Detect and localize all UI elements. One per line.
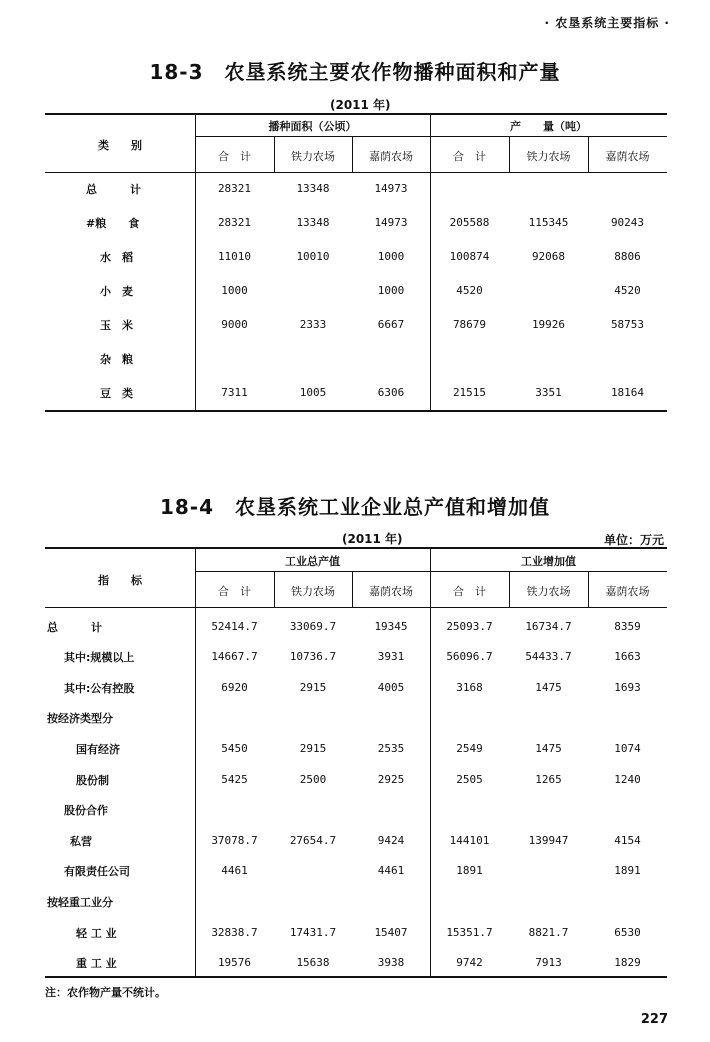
- row-label: 重 工 业: [76, 957, 117, 970]
- table2-col-header: 嘉荫农场: [369, 585, 413, 598]
- cell: 7311: [221, 386, 248, 399]
- cell: 3168: [456, 681, 483, 694]
- cell: 4154: [614, 834, 641, 847]
- cell: 7913: [535, 956, 562, 969]
- row-label: 杂 粮: [100, 353, 133, 366]
- table2-col-header: 铁力农场: [291, 585, 335, 598]
- cell: 1693: [614, 681, 641, 694]
- cell: 4005: [377, 681, 405, 694]
- table1-group-output: 产 量（吨）: [510, 120, 587, 133]
- row-label: 总 计: [86, 183, 141, 196]
- cell: 14667.7: [211, 650, 258, 663]
- cell: 1000: [377, 284, 405, 297]
- cell: 3931: [377, 650, 405, 663]
- cell: 1475: [535, 681, 562, 694]
- table1-col-header: 嘉荫农场: [605, 150, 650, 163]
- cell: 9424: [377, 834, 405, 847]
- cell: 13348: [296, 216, 330, 229]
- table2-vline-group: [430, 548, 431, 977]
- cell: 4520: [614, 284, 641, 297]
- cell: 8821.7: [528, 926, 569, 939]
- cell: 1074: [614, 742, 641, 755]
- cell: 3351: [535, 386, 562, 399]
- table1-header-rule: [45, 172, 667, 173]
- table1-row-header: 类 别: [98, 139, 142, 152]
- cell: 2505: [456, 773, 483, 786]
- cell: 17431.7: [289, 926, 337, 939]
- table2-col-header: 合 计: [453, 585, 486, 598]
- cell: 37078.7: [211, 834, 258, 847]
- cell: 27654.7: [289, 834, 337, 847]
- page-number: 227: [640, 1012, 668, 1027]
- cell: 2333: [299, 318, 327, 331]
- table2-col-header: 合 计: [218, 585, 251, 598]
- cell: 54433.7: [525, 650, 572, 663]
- cell: 205588: [449, 216, 490, 229]
- cell: 3938: [377, 956, 405, 969]
- row-label: 水 稻: [100, 251, 133, 264]
- cell: 56096.7: [446, 650, 493, 663]
- cell: 25093.7: [446, 620, 493, 633]
- table2-group-gross: 工业总产值: [285, 555, 340, 568]
- table2-vline-main: [195, 548, 196, 977]
- table1-col-header: 铁力农场: [526, 150, 571, 163]
- cell: 2500: [299, 773, 327, 786]
- table1-col-header: 合 计: [218, 150, 251, 163]
- cell: 115345: [528, 216, 569, 229]
- table2-title: 18-4 农垦系统工业企业总产值和增加值: [159, 495, 551, 519]
- cell: 28321: [217, 216, 252, 229]
- row-label: 玉 米: [100, 319, 133, 332]
- cell: 10010: [296, 250, 330, 263]
- cell: 15407: [374, 926, 408, 939]
- table1-top-rule: [45, 113, 667, 115]
- cell: 90243: [610, 216, 645, 229]
- cell: 2535: [377, 742, 405, 755]
- cell: 9000: [221, 318, 248, 331]
- row-label: 小 麦: [100, 285, 133, 298]
- cell: 5450: [221, 742, 248, 755]
- cell: 19345: [374, 620, 408, 633]
- cell: 8806: [614, 250, 641, 263]
- table2-group-added: 工业增加值: [521, 555, 576, 568]
- table1-title: 18-3 农垦系统主要农作物播种面积和产量: [149, 60, 561, 84]
- table1-col-header: 嘉荫农场: [369, 150, 413, 163]
- table2-group-rule: [195, 571, 667, 572]
- row-label: 私营: [70, 835, 92, 848]
- table1-bottom-rule: [45, 410, 667, 412]
- cell: 1000: [221, 284, 248, 297]
- cell: 5425: [221, 773, 248, 786]
- cell: 19576: [217, 956, 252, 969]
- cell: 6530: [614, 926, 641, 939]
- row-label: 股份制: [76, 774, 109, 787]
- cell: 52414.7: [211, 620, 258, 633]
- cell: 6306: [377, 386, 405, 399]
- table2-unit: 单位：万元: [603, 533, 664, 547]
- cell: 15638: [296, 956, 330, 969]
- cell: 1240: [614, 773, 641, 786]
- row-label: 豆 类: [100, 387, 133, 400]
- table1-col-header: 铁力农场: [291, 150, 335, 163]
- cell: 13348: [296, 182, 330, 195]
- cell: 139947: [528, 834, 569, 847]
- cell: 2925: [377, 773, 405, 786]
- cell: 9742: [456, 956, 483, 969]
- cell: 33069.7: [289, 620, 337, 633]
- row-label: 轻 工 业: [76, 927, 117, 940]
- cell: 1265: [535, 773, 562, 786]
- cell: 11010: [217, 250, 252, 263]
- cell: 6920: [221, 681, 248, 694]
- cell: 58753: [610, 318, 645, 331]
- row-label: #粮 食: [86, 217, 140, 230]
- table1-group-rule: [195, 136, 667, 137]
- cell: 2915: [299, 742, 327, 755]
- cell: 16734.7: [525, 620, 572, 633]
- table2-col-header: 铁力农场: [526, 585, 571, 598]
- cell: 1891: [456, 864, 483, 877]
- cell: 15351.7: [446, 926, 493, 939]
- row-label: 有限责任公司: [64, 865, 130, 878]
- cell: 19926: [531, 318, 566, 331]
- cell: 144101: [449, 834, 490, 847]
- cell: 2915: [299, 681, 327, 694]
- cell: 32838.7: [211, 926, 258, 939]
- cell: 28321: [217, 182, 252, 195]
- cell: 1829: [614, 956, 641, 969]
- cell: 10736.7: [289, 650, 337, 663]
- cell: 6667: [377, 318, 405, 331]
- cell: 21515: [452, 386, 487, 399]
- cell: 100874: [449, 250, 490, 263]
- row-label: 国有经济: [76, 743, 120, 756]
- row-label: 其中:公有控股: [64, 682, 135, 695]
- cell: 14973: [374, 182, 408, 195]
- cell: 2549: [456, 742, 483, 755]
- table2-top-rule: [45, 547, 667, 549]
- row-label: 按轻重工业分: [47, 896, 113, 909]
- table1-group-area: 播种面积（公顷）: [268, 120, 357, 133]
- cell: 1005: [299, 386, 327, 399]
- cell: 8359: [614, 620, 641, 633]
- cell: 1000: [377, 250, 405, 263]
- row-label: 总 计: [47, 621, 102, 634]
- cell: 1475: [535, 742, 562, 755]
- cell: 92068: [531, 250, 566, 263]
- running-header: · 农垦系统主要指标 ·: [544, 16, 670, 30]
- cell: 4461: [221, 864, 248, 877]
- table2-row-header: 指 标: [98, 574, 142, 587]
- row-label: 其中:规模以上: [64, 651, 135, 664]
- table2-year: (2011 年): [342, 532, 403, 546]
- table1-year: (2011 年): [330, 98, 391, 112]
- cell: 4520: [456, 284, 483, 297]
- cell: 14973: [374, 216, 408, 229]
- footnote: 注：农作物产量不统计。: [45, 986, 166, 999]
- row-label: 按经济类型分: [47, 712, 113, 725]
- cell: 1663: [614, 650, 641, 663]
- table1-col-header: 合 计: [453, 150, 486, 163]
- cell: 4461: [377, 864, 405, 877]
- row-label: 股份合作: [64, 804, 108, 817]
- cell: 78679: [452, 318, 487, 331]
- table2-col-header: 嘉荫农场: [605, 585, 650, 598]
- table2-header-rule: [45, 607, 667, 608]
- cell: 18164: [610, 386, 645, 399]
- cell: 1891: [614, 864, 641, 877]
- table2-bottom-rule: [45, 976, 667, 978]
